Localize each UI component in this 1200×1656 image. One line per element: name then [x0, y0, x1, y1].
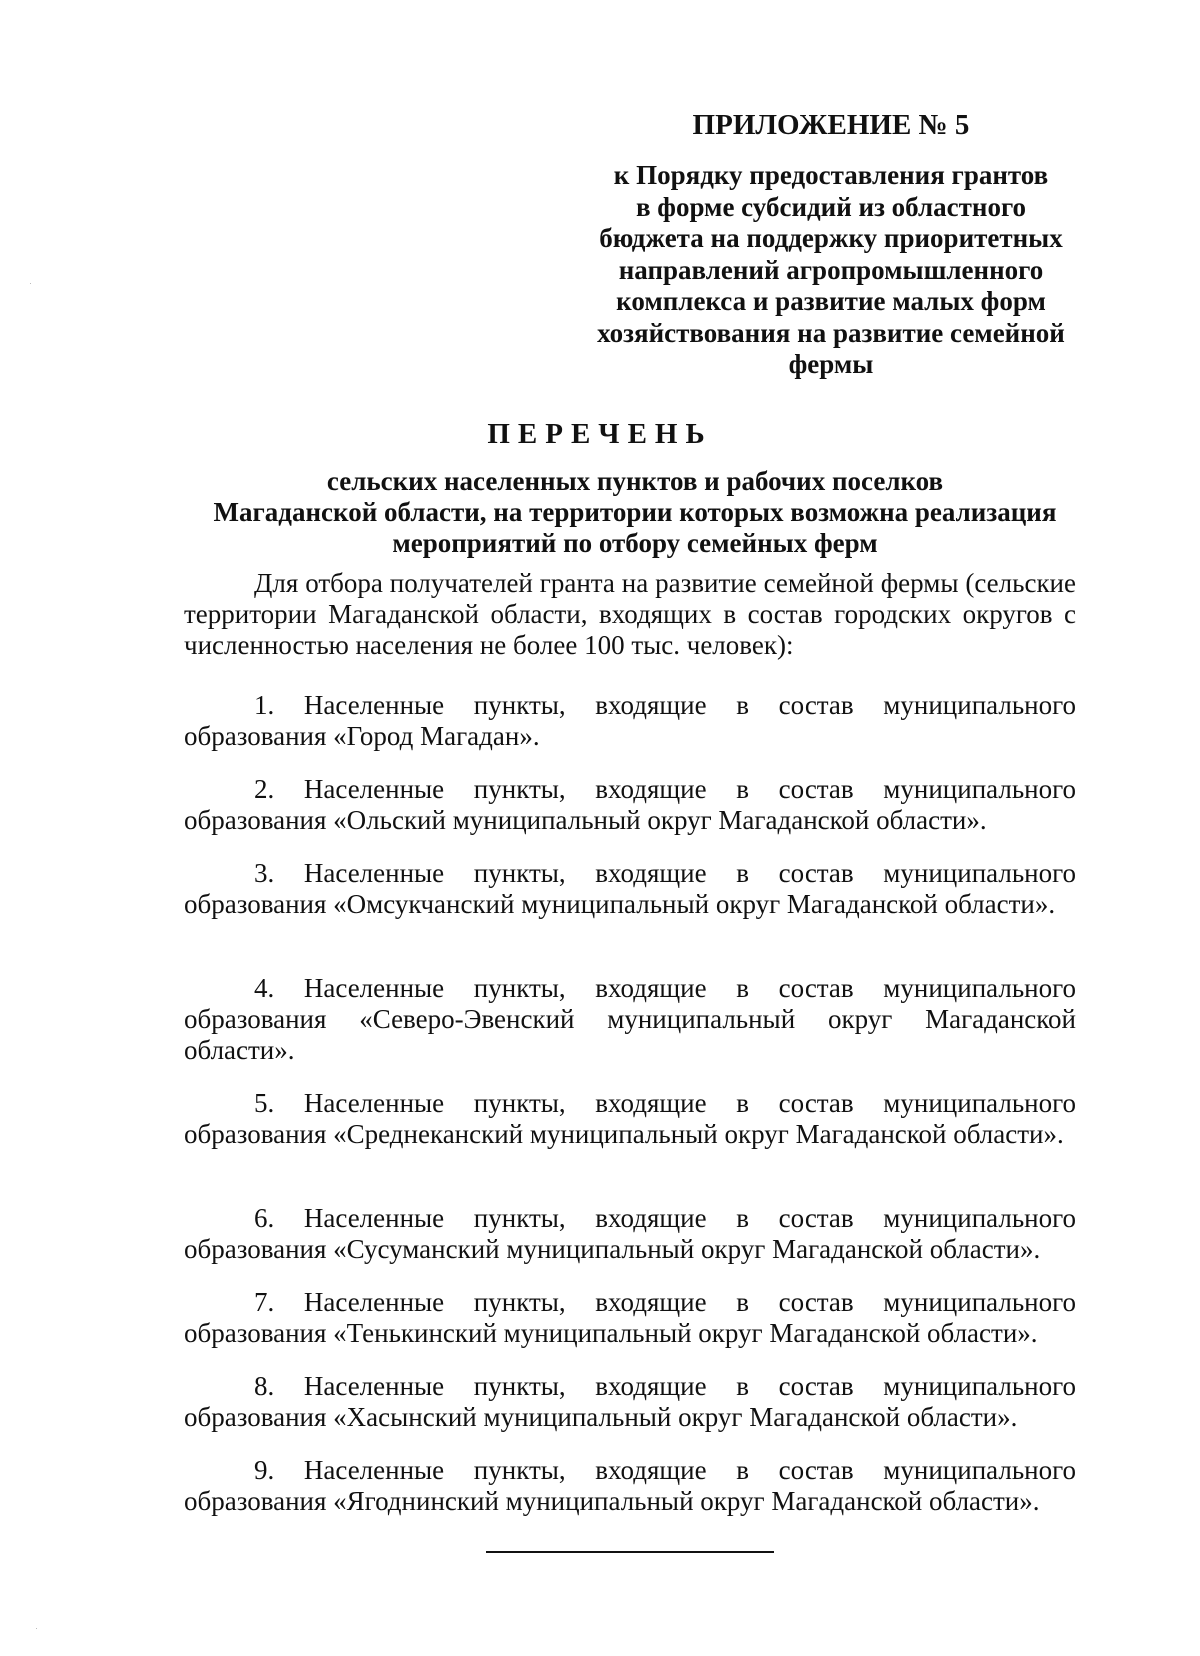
- subtitle-line: Магаданской области, на территории которых возможна реализация: [213, 497, 1057, 527]
- appendix-header: [586, 108, 1076, 381]
- appendix-line: в форме субсидий из областного: [635, 191, 1027, 222]
- settlement-list: [184, 690, 1076, 1539]
- list-item: 4. Населенные пункты, входящие в состав муниципального образования «Северо-Эвенский муниципальный округ Магаданской области».: [184, 973, 1076, 1065]
- intro-paragraph: Для отбора получателей гранта на развитие семейной фермы (сельские территории Магаданской области, входящих в состав городских округов с численностью населения не более 100 тыс. человек):: [184, 568, 1076, 660]
- list-title: ПЕРЕЧЕНЬ: [487, 418, 713, 450]
- appendix-line: хозяйствования на развитие семейной: [597, 317, 1065, 348]
- list-item: 3. Населенные пункты, входящие в состав муниципального образования «Омсукчанский муниципальный округ Магаданской области».: [184, 858, 1076, 919]
- appendix-title: ПРИЛОЖЕНИЕ № 5: [692, 109, 970, 141]
- scan-mark: [30, 283, 31, 284]
- appendix-line: бюджета на поддержку приоритетных: [599, 223, 1063, 253]
- list-item: 1. Населенные пункты, входящие в состав муниципального образования «Город Магадан».: [184, 690, 1076, 751]
- closing-divider: [486, 1551, 774, 1553]
- list-item: 8. Населенные пункты, входящие в состав муниципального образования «Хасынский муниципальный округ Магаданской области».: [184, 1371, 1076, 1432]
- subtitle-line: мероприятий по отбору семейных ферм: [392, 528, 878, 558]
- list-item: 5. Населенные пункты, входящие в состав муниципального образования «Среднеканский муниципальный округ Магаданской области».: [184, 1088, 1076, 1149]
- appendix-line: комплекса и развитие малых форм: [616, 286, 1046, 316]
- appendix-line: фермы: [788, 349, 874, 379]
- scan-mark: [36, 1628, 37, 1629]
- appendix-line: к Порядку предоставления грантов: [613, 160, 1049, 190]
- list-item: 7. Населенные пункты, входящие в состав муниципального образования «Тенькинский муниципальный округ Магаданской области».: [184, 1287, 1076, 1348]
- subtitle-line: сельских населенных пунктов и рабочих поселков: [326, 466, 944, 496]
- list-subtitle: [160, 466, 1110, 559]
- list-item: 6. Населенные пункты, входящие в состав муниципального образования «Сусуманский муниципальный округ Магаданской области».: [184, 1203, 1076, 1264]
- appendix-line: направлений агропромышленного: [618, 254, 1044, 285]
- list-item: 9. Населенные пункты, входящие в состав муниципального образования «Ягоднинский муниципальный округ Магаданской области».: [184, 1455, 1076, 1516]
- list-item: 2. Населенные пункты, входящие в состав муниципального образования «Ольский муниципальный округ Магаданской области».: [184, 774, 1076, 835]
